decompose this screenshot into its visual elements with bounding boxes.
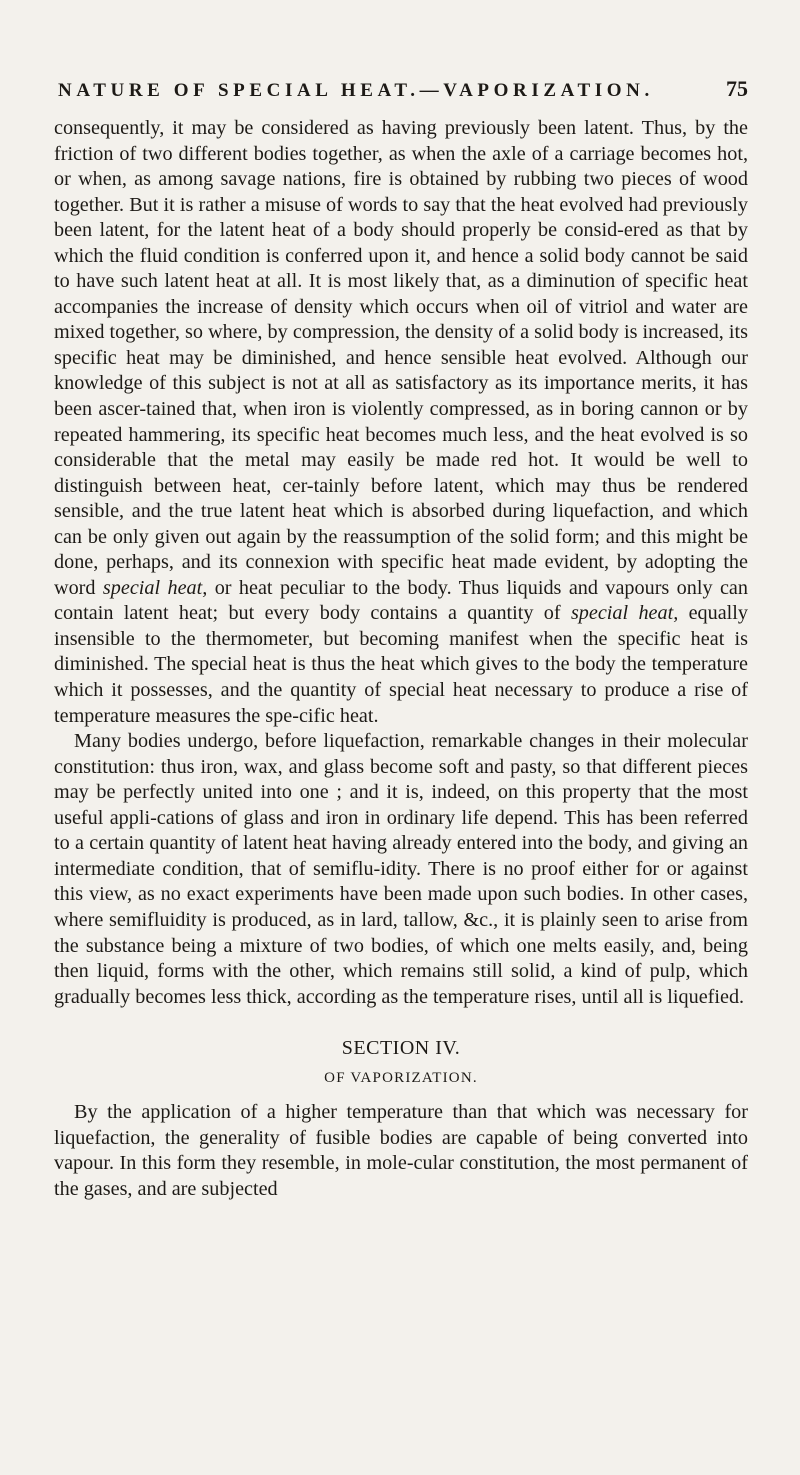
running-title: NATURE OF SPECIAL HEAT.—VAPORIZATION.	[58, 80, 654, 101]
italic-term: special heat,	[102, 576, 208, 599]
italic-term: special heat,	[570, 602, 679, 625]
body-text	[54, 116, 748, 1202]
paragraph-text: consequently, it may be considered as having previously been latent. Thus, by the friction of two different bodies together, as when the axle of a carriage becomes hot, or when, as among savage nations, fire is obtained by rubbing two pieces of wood together. But it is rather a misuse of words to say that the heat evolved had previously been latent, for the latent heat of a body should properly be consid-ered as that by which the fluid condition is conferred upon it, and hence a solid body cannot be said to have such latent heat at all. It is most likely that, as a diminution of specific heat accompanies the increase of density which occurs when oil of vitriol and water are mixed together, so where, by compression, the density of a solid body is increased, its specific heat may be diminished, and hence sensible heat evolved. Although our knowledge of this subject is not at all as satisfactory as its importance merits, it has been ascer-tained that, when iron is violently compressed, as in boring cannon or by repeated hammering, its specific heat becomes much less, and the heat evolved is so considerable that the metal may easily be made red hot. It would be well to distinguish between heat, cer-tainly before latent, which may thus be rendered sensible, and the true latent heat which is absorbed during liquefaction, and which can be only given out again by the reassumption of the solid form; and this might be done, perhaps, and its connexion with specific heat made evident, by adopting the word	[54, 117, 748, 599]
page-number: 75	[726, 76, 748, 101]
paragraph-vaporization: By the application of a higher temperature than that which was necessary for liquefaction, the generality of fusible bodies are capable of being converted into vapour. In this form they resemble, in mole-cular constitution, the most permanent of the gases, and are subjected	[54, 1101, 748, 1200]
paragraph-text: or heat peculiar to the body. Thus liquids and vapours only can contain latent heat; but every body contains a quantity of	[54, 576, 748, 625]
paragraph-text: equally insensible to the thermometer, but becoming manifest when the specific heat is diminished. The special heat is thus the heat which gives to the body the temperature which it possesses, and the quantity of special heat necessary to produce a rise of temperature measures the spe-cific heat.	[54, 602, 748, 727]
paragraph-semifluidity: Many bodies undergo, before liquefaction, remarkable changes in their molecular constitution: thus iron, wax, and glass become soft and pasty, so that different pieces may be perfectly united into one ; and it is, indeed, on this property that the most useful appli-cations of glass and iron in ordinary life depend. This has been referred to a certain quantity of latent heat having already entered into the body, and giving an intermediate condition, that of semiflu-idity. There is no proof either for or against this view, as no exact experiments have been made upon such bodies. In other cases, where semifluidity is produced, as in lard, tallow, &c., it is plainly seen to arise from the substance being a mixture of two bodies, of which one melts easily, and, being then liquid, forms with the other, which remains still solid, a kind of pulp, which gradually becomes less thick, according as the temperature rises, until all is liquefied.	[54, 730, 748, 1008]
section-subheading: OF VAPORIZATION.	[324, 1070, 478, 1087]
section-heading: SECTION IV.	[341, 1037, 461, 1060]
paragraph-friction-heat	[54, 116, 748, 729]
running-head	[54, 76, 748, 102]
